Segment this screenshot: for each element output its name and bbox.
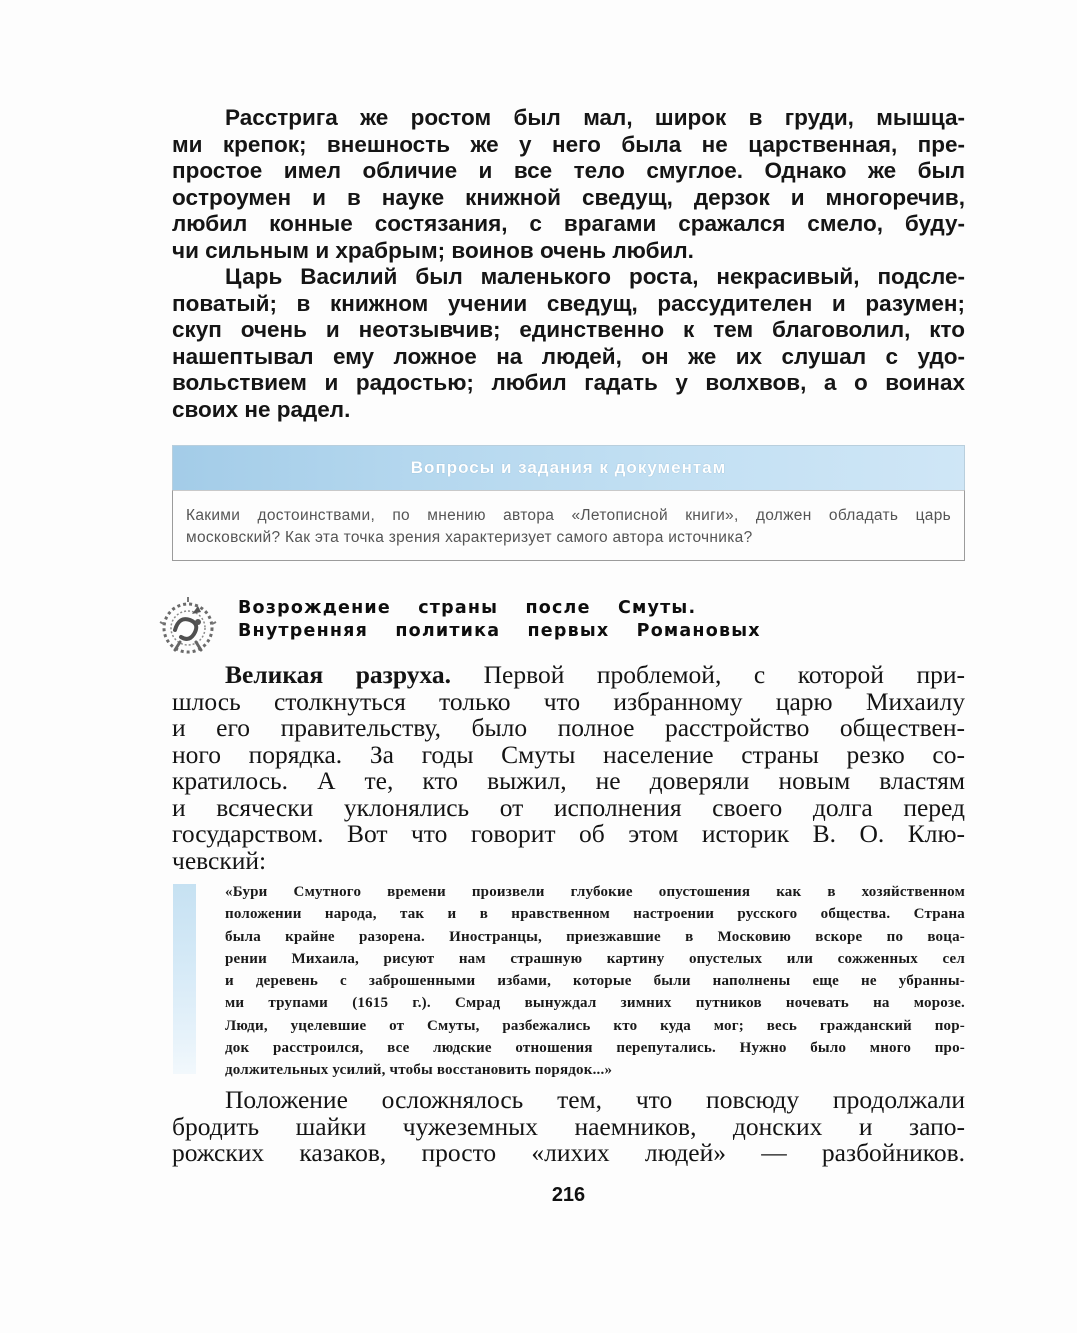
text-line: поватый; в книжном учении сведущ, рассудителен и разумен; <box>172 290 965 316</box>
text-line: шлось столкнуться только что избранному царю Михаилу <box>172 686 965 716</box>
questions-box <box>172 445 965 561</box>
quote-bar <box>173 884 196 1074</box>
quote-line: рении Михаила, рисуют нам страшную картину опустелых или сожженных сел <box>225 950 965 967</box>
questions-box-text <box>172 490 965 561</box>
section-heading-line: Возрождение страны после Смуты. <box>238 598 697 618</box>
section-heading <box>238 597 958 643</box>
text-line: бродить шайки чужеземных наемников, донских и запо- <box>172 1111 965 1141</box>
text-line: рожских казаков, просто «лихих людей» — разбойников. <box>172 1138 965 1167</box>
questions-box-title: Вопросы и задания к документам <box>410 458 727 477</box>
quote-line: док расстроился, все людские отношения перепутались. Нужно было много про- <box>225 1039 965 1056</box>
page-number: 216 <box>551 1184 586 1206</box>
section-heading-line: Внутренняя политика первых Романовых <box>238 621 761 641</box>
text-line: чевский: <box>172 845 267 875</box>
text-line: Царь Василий был маленького роста, некрасивый, подсле- <box>225 264 965 289</box>
questions-box-header <box>172 445 965 490</box>
text-line: и его правительству, было полное расстройство обществен- <box>172 713 965 742</box>
quote-line: «Бури Смутного времени произвели глубокие опустошения как в хозяйственном <box>225 884 965 900</box>
text-line: скуп очень и неотзывчив; единственно к тем благоволил, кто <box>172 317 965 342</box>
text-line: государством. Вот что говорит об этом историк В. О. Клю- <box>172 819 965 848</box>
document-excerpt <box>172 105 965 423</box>
quote-line: ми трупами (1615 г.). Смрад вынуждал зимних путников ночевать на морозе. <box>225 995 965 1012</box>
excerpt-paragraph <box>172 105 965 264</box>
quote-line: Люди, уцелевшие от Смуты, разбежались кто куда мог; весь гражданский пор- <box>225 1017 965 1034</box>
quote-block <box>225 881 965 1081</box>
text-line: простое имел обличие и все тело смуглое. Однако же был <box>172 158 965 183</box>
section-emblem-icon <box>158 594 218 658</box>
lead-heading: Великая разруха. <box>225 660 452 689</box>
text-line: своих не радел. <box>172 396 351 422</box>
quote-line: была крайне разорена. Иностранцы, приезжавшие в Московию вскоре по воца- <box>225 928 965 945</box>
quote-line: должительных усилий, чтобы восстановить порядок...» <box>225 1062 613 1078</box>
text-line: Положение осложнялось тем, что повсюду продолжали <box>225 1085 965 1114</box>
text-line: чи сильным и храбрым; воинов очень любил. <box>172 237 694 263</box>
body-paragraph <box>172 662 965 874</box>
excerpt-paragraph <box>172 264 965 423</box>
text-line: кратилось. А те, кто выжил, не доверяли новым властям <box>172 766 965 795</box>
text-line: нашептывал ему ложное на людей, он же их слушал с удо- <box>172 343 965 369</box>
text-line: Какими достоинствами, по мнению автора «Летописной книги», должен обладать царь <box>186 507 951 524</box>
body-paragraph <box>172 1087 965 1167</box>
quote-line: и деревень с заброшенными избами, которые были наполнены еще не убранны- <box>225 973 965 989</box>
text-line: остроумен и в науке книжной сведущ, дерзок и многоречив, <box>172 184 965 210</box>
text-line: ми крепок; внешность же у него была не царственная, пре- <box>172 131 965 157</box>
quote-line: положении народа, так и в нравственном настроении русского общества. Страна <box>225 906 965 923</box>
text-line: ного порядка. За годы Смуты население страны резко со- <box>172 739 965 769</box>
text-fragment: Первой проблемой, с которой при- <box>483 660 966 689</box>
text-line <box>172 662 965 689</box>
text-line: и всячески уклонялись от исполнения своего долга перед <box>172 792 965 822</box>
text-line: любил конные состязания, с врагами сражался смело, буду- <box>172 211 965 236</box>
text-line: Расстрига же ростом был мал, широк в груди, мышца- <box>225 105 965 130</box>
text-line: московский? Как эта точка зрения характеризует самого автора источника? <box>186 529 753 546</box>
text-line: вольствием и радостью; любил гадать у волхвов, а о воинах <box>172 370 965 395</box>
